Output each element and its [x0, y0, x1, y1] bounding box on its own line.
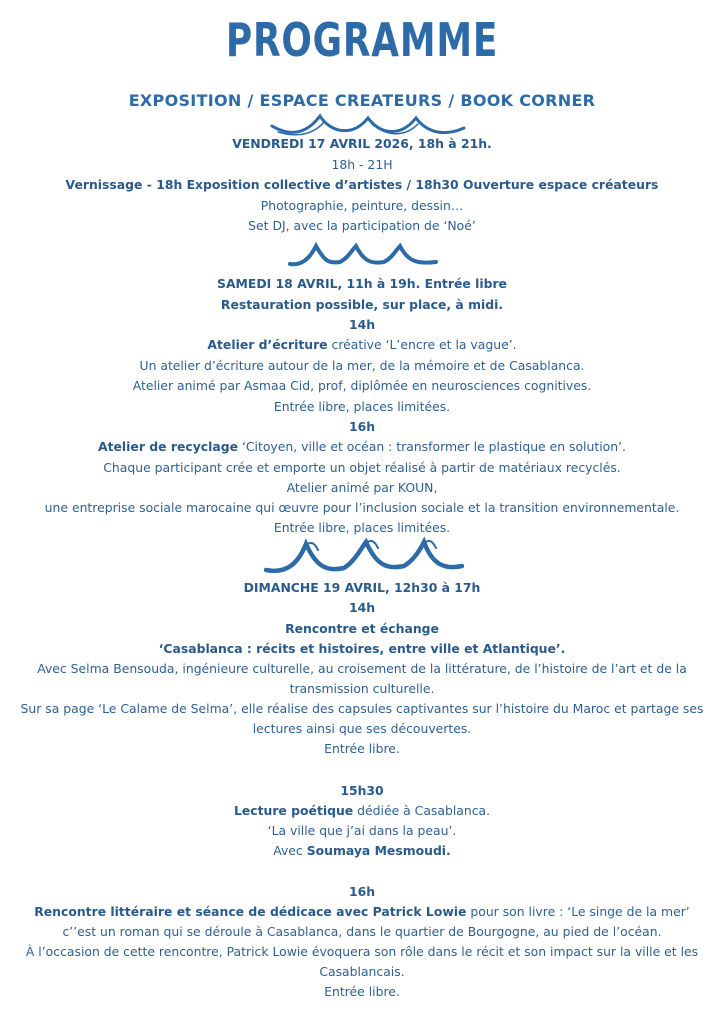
meeting-line-1: Avec Selma Bensouda, ingénieure culturelle, au croisement de la littérature, de l’histoire de l’art et de la [37, 661, 687, 676]
writing-workshop-title: Atelier d’écriture créative ‘L’encre et la vague’. [207, 337, 517, 352]
sunday-time-16h: 16h [348, 884, 376, 899]
book-signing-line-2: À l’occasion de cette rencontre, Patrick Lowie évoquera son rôle dans le récit et son impact sur la ville et les [25, 944, 699, 959]
sunday-time-15h30: 15h30 [340, 783, 384, 798]
saturday-food: Restauration possible, sur place, à midi. [220, 297, 504, 312]
wave-decoration-2 [288, 240, 438, 268]
wave-decoration-3 [264, 536, 464, 578]
friday-date: VENDREDI 17 AVRIL 2026, 18h à 21h. [232, 136, 492, 151]
recycling-workshop-entry: Entrée libre, places limitées. [273, 520, 451, 535]
recycling-workshop-desc: Chaque participant crée et emporte un objet réalisé à partir de matériaux recyclés. [103, 460, 621, 475]
saturday-time-16h: 16h [348, 419, 376, 434]
friday-dj: Set DJ, avec la participation de ‘Noé’ [248, 218, 476, 233]
book-signing-line-1: c’’est un roman qui se déroule à Casablanca, dans le quartier de Bourgogne, au pied de l’océan. [62, 924, 662, 939]
poetry-reading-title: Lecture poétique dédiée à Casablanca. [233, 803, 491, 818]
meeting-line-2: transmission culturelle. [289, 681, 435, 696]
subtitle: EXPOSITION / ESPACE CREATEURS / BOOK CORNER [128, 91, 596, 110]
sunday-time-14h: 14h [348, 600, 376, 615]
sunday-date: DIMANCHE 19 AVRIL, 12h30 à 17h [243, 580, 481, 595]
book-signing-entry: Entrée libre. [324, 984, 400, 999]
recycling-workshop-title: Atelier de recyclage ‘Citoyen, ville et océan : transformer le plastique en solution’. [98, 439, 626, 454]
saturday-date: SAMEDI 18 AVRIL, 11h à 19h. Entrée libre [217, 276, 507, 291]
recycling-workshop-org: une entreprise sociale marocaine qui œuvre pour l’inclusion sociale et la transition environnementale. [44, 500, 680, 515]
friday-vernissage: Vernissage - 18h Exposition collective d’artistes / 18h30 Ouverture espace créateurs [65, 177, 659, 192]
poetry-reading-with: Avec Soumaya Mesmoudi. [273, 843, 451, 858]
poetry-reading-name: ‘La ville que j’ai dans la peau’. [267, 823, 457, 838]
book-signing-title: Rencontre littéraire et séance de dédicace avec Patrick Lowie pour son livre : ‘Le singe de la mer’ [34, 904, 690, 919]
meeting-line-3: Sur sa page ‘Le Calame de Selma’, elle réalise des capsules captivantes sur l’histoire du Maroc et partage ses [20, 701, 704, 716]
meeting-entry: Entrée libre. [324, 741, 400, 756]
meeting-line-4: lectures ainsi que ses découvertes. [252, 721, 472, 736]
meeting-heading: Rencontre et échange [285, 621, 439, 636]
writing-workshop-entry: Entrée libre, places limitées. [273, 399, 451, 414]
page-title: PROGRAMME [225, 13, 499, 67]
book-signing-line-3: Casablancais. [319, 964, 405, 979]
meeting-title: ‘Casablanca : récits et histoires, entre ville et Atlantique’. [158, 641, 566, 656]
recycling-workshop-host: Atelier animé par KOUN, [286, 480, 438, 495]
writing-workshop-desc: Un atelier d’écriture autour de la mer, de la mémoire et de Casablanca. [139, 358, 585, 373]
friday-hours: 18h - 21H [331, 157, 393, 172]
saturday-time-14h: 14h [348, 317, 376, 332]
writing-workshop-host: Atelier animé par Asmaa Cid, prof, diplômée en neurosciences cognitives. [132, 378, 592, 393]
friday-arts: Photographie, peinture, dessin… [260, 198, 464, 213]
